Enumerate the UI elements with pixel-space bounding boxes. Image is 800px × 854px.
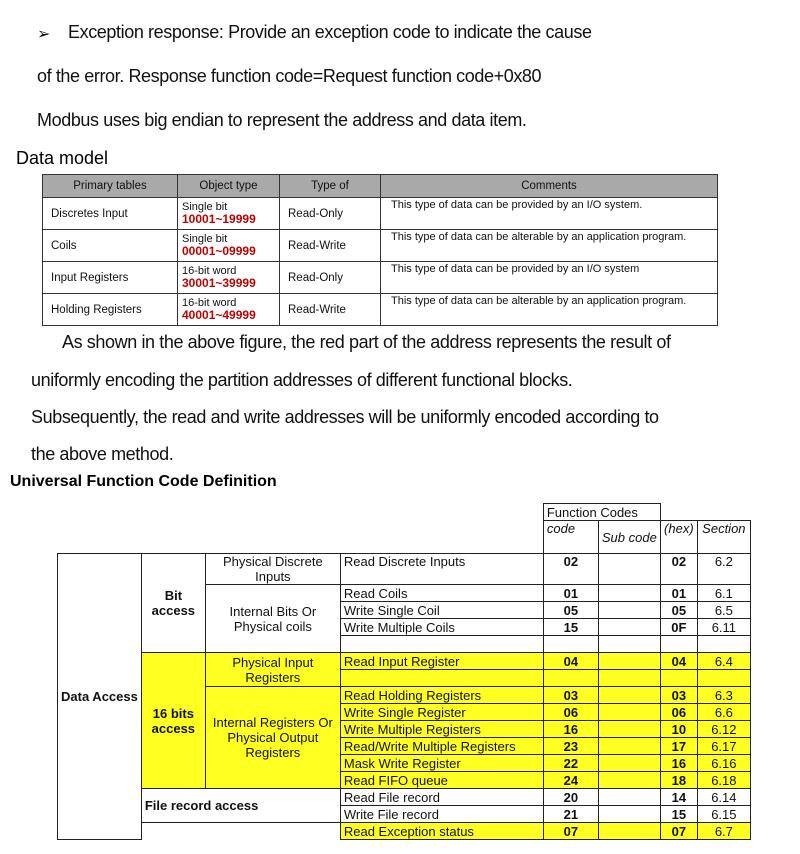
- access-type: Read-Only: [280, 198, 381, 230]
- function-code: 03: [543, 687, 598, 704]
- file-record-access-label: File record access: [141, 789, 340, 823]
- function-code: 02: [543, 554, 598, 585]
- comment: This type of data can be alterable by an application program.: [381, 294, 718, 326]
- function-name: Write Single Coil: [340, 602, 543, 619]
- access-type: Read-Write: [280, 294, 381, 326]
- object-type: [178, 230, 280, 262]
- function-code: 15: [543, 619, 598, 636]
- function-hex: 07: [660, 823, 697, 840]
- function-code: 21: [543, 806, 598, 823]
- primary-table: Discretes Input: [43, 198, 178, 230]
- function-section: 6.2: [697, 554, 750, 585]
- function-code: 04: [543, 653, 598, 670]
- address-range: 40001~49999: [182, 308, 256, 322]
- function-section: 6.14: [697, 789, 750, 806]
- function-hex: 14: [660, 789, 697, 806]
- function-code: 16: [543, 721, 598, 738]
- access-type: Read-Only: [280, 262, 381, 294]
- table-row: [43, 198, 718, 230]
- table-row: [43, 262, 718, 294]
- ufc-title: Universal Function Code Definition: [10, 473, 277, 490]
- function-hex: 06: [660, 704, 697, 721]
- internal-registers-label: Internal Registers Or Physical Output Registers: [205, 687, 340, 789]
- table-row: [43, 294, 718, 326]
- object-type: [178, 262, 280, 294]
- function-section: 6.12: [697, 721, 750, 738]
- data-model-title: Data model: [16, 148, 109, 168]
- function-name: Mask Write Register: [340, 755, 543, 772]
- function-hex: 15: [660, 806, 697, 823]
- function-code: 07: [543, 823, 598, 840]
- comment: This type of data can be alterable by an application program.: [381, 230, 718, 262]
- function-name: Write Single Register: [340, 704, 543, 721]
- paragraph-line-4: the above method.: [31, 444, 174, 464]
- table-row: [58, 789, 751, 806]
- primary-table: Input Registers: [43, 262, 178, 294]
- function-name: Write File record: [340, 806, 543, 823]
- header-comments: Comments: [381, 175, 718, 198]
- object-type-label: Single bit: [182, 233, 228, 245]
- header-code: code: [543, 521, 598, 554]
- function-code: 23: [543, 738, 598, 755]
- internal-bits-label: Internal Bits Or Physical coils: [205, 585, 340, 653]
- function-section: 6.15: [697, 806, 750, 823]
- object-type-label: 16-bit word: [182, 265, 237, 277]
- function-codes-header: Function Codes: [543, 504, 660, 521]
- comment: This type of data can be provided by an I/O system: [381, 262, 718, 294]
- function-hex: 10: [660, 721, 697, 738]
- object-type: [178, 294, 280, 326]
- access-type: Read-Write: [280, 230, 381, 262]
- bullet-arrow-icon: ➢: [37, 26, 51, 43]
- function-hex: 16: [660, 755, 697, 772]
- function-code: 05: [543, 602, 598, 619]
- comment: This type of data can be provided by an I/O system.: [381, 198, 718, 230]
- header-section: Section: [697, 521, 750, 554]
- exception-line: Exception response: Provide an exception code to indicate the cause: [68, 22, 592, 42]
- function-name: Read Holding Registers: [340, 687, 543, 704]
- address-range: 00001~09999: [182, 244, 256, 258]
- physical-input-registers-label: Physical Input Registers: [205, 653, 340, 687]
- function-name: Read/Write Multiple Registers: [340, 738, 543, 755]
- header-primary-tables: Primary tables: [43, 175, 178, 198]
- table-row: [43, 230, 718, 262]
- object-type-label: 16-bit word: [182, 297, 237, 309]
- address-range: 30001~39999: [182, 276, 256, 290]
- function-hex: 05: [660, 602, 697, 619]
- function-code: 01: [543, 585, 598, 602]
- function-name: Read File record: [340, 789, 543, 806]
- object-type-label: Single bit: [182, 201, 228, 213]
- function-hex: 17: [660, 738, 697, 755]
- exception-line-cont: of the error. Response function code=Request function code+0x80: [37, 66, 542, 86]
- function-name: Read Exception status: [340, 823, 543, 840]
- bit-access-label: Bit access: [141, 554, 205, 653]
- primary-table: Coils: [43, 230, 178, 262]
- data-access-label: Data Access: [58, 554, 142, 840]
- header-object-type: Object type: [178, 175, 280, 198]
- function-section: 6.3: [697, 687, 750, 704]
- data-model-table: [42, 174, 718, 326]
- function-section: 6.7: [697, 823, 750, 840]
- physical-discrete-inputs-label: Physical Discrete Inputs: [205, 554, 340, 585]
- function-section: 6.1: [697, 585, 750, 602]
- function-code-table: [57, 503, 751, 840]
- header-hex: (hex): [660, 521, 697, 554]
- 16-bits-access-label: 16 bits access: [141, 653, 205, 789]
- function-name: Read Discrete Inputs: [340, 554, 543, 585]
- function-code: 20: [543, 789, 598, 806]
- primary-table: Holding Registers: [43, 294, 178, 326]
- function-code: 22: [543, 755, 598, 772]
- paragraph-line-3: Subsequently, the read and write addresses will be uniformly encoded according to: [31, 407, 659, 427]
- function-section: 6.11: [697, 619, 750, 636]
- function-name: Read FIFO queue: [340, 772, 543, 789]
- function-section: 6.6: [697, 704, 750, 721]
- function-hex: 18: [660, 772, 697, 789]
- paragraph-line-1: As shown in the above figure, the red part of the address represents the result of: [62, 332, 671, 352]
- function-hex: 04: [660, 653, 697, 670]
- address-range: 10001~19999: [182, 212, 256, 226]
- function-hex: 0F: [660, 619, 697, 636]
- function-section: 6.4: [697, 653, 750, 670]
- endian-line: Modbus uses big endian to represent the address and data item.: [37, 110, 527, 130]
- header-type-of: Type of: [280, 175, 381, 198]
- function-section: 6.17: [697, 738, 750, 755]
- function-name: Read Coils: [340, 585, 543, 602]
- function-hex: 02: [660, 554, 697, 585]
- function-hex: 03: [660, 687, 697, 704]
- function-section: 6.5: [697, 602, 750, 619]
- header-sub-code: Sub code: [598, 521, 660, 554]
- function-code: 06: [543, 704, 598, 721]
- function-hex: 01: [660, 585, 697, 602]
- function-section: 6.16: [697, 755, 750, 772]
- function-name: Write Multiple Coils: [340, 619, 543, 636]
- function-name: Write Multiple Registers: [340, 721, 543, 738]
- paragraph-line-2: uniformly encoding the partition addresses of different functional blocks.: [31, 370, 573, 390]
- function-name: Read Input Register: [340, 653, 543, 670]
- function-code: 24: [543, 772, 598, 789]
- table-row: [58, 653, 751, 670]
- function-section: 6.18: [697, 772, 750, 789]
- object-type: [178, 198, 280, 230]
- table-row: [58, 823, 751, 840]
